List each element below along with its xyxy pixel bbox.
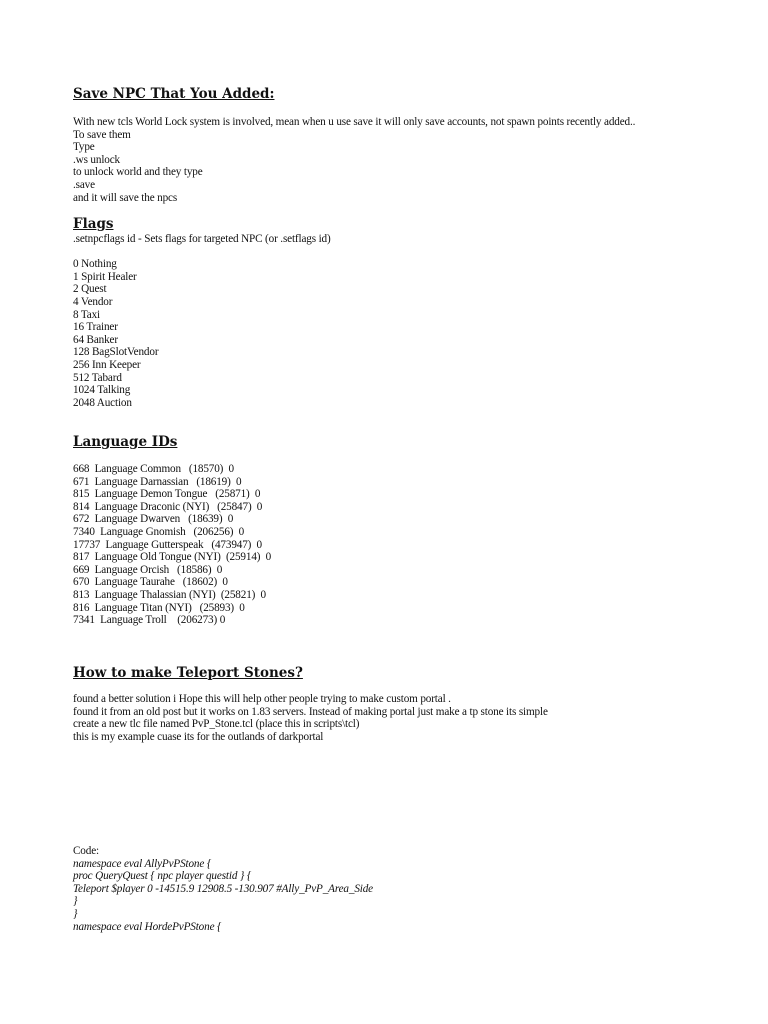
teleport-body xyxy=(73,693,548,743)
text-line: 669 Language Orcish (18586) 0 xyxy=(73,563,223,576)
text-line: 817 Language Old Tongue (NYI) (25914) 0 xyxy=(73,551,272,564)
text-line: 672 Language Dwarven (18639) 0 xyxy=(73,513,234,526)
text-line: 816 Language Titan (NYI) (25893) 0 xyxy=(73,601,245,614)
language-ids-body xyxy=(73,463,271,627)
code-block xyxy=(73,845,373,933)
text-line: 4 Vendor xyxy=(73,295,113,308)
text-line: 2048 Auction xyxy=(73,396,132,409)
text-line: 671 Language Darnassian (18619) 0 xyxy=(73,475,242,488)
language-ids-heading: Language IDs xyxy=(73,434,178,450)
text-line: 64 Banker xyxy=(73,333,118,346)
text-line xyxy=(73,246,331,259)
code-line: } xyxy=(73,907,78,920)
code-label: Code: xyxy=(73,845,99,857)
text-line: found a better solution i Hope this will help other people trying to make custom portal . xyxy=(73,693,451,705)
text-line: 814 Language Draconic (NYI) (25847) 0 xyxy=(73,500,263,513)
text-line: 512 Tabard xyxy=(73,371,122,384)
code-line: Teleport $player 0 -14515.9 12908.5 -130.907 #Ally_PvP_Area_Side xyxy=(73,882,373,895)
text-line: create a new tlc file named PvP_Stone.tcl (place this in scripts\tcl) xyxy=(73,718,360,731)
text-line: to unlock world and they type xyxy=(73,166,203,179)
text-line: 7341 Language Troll (206273) 0 xyxy=(73,614,226,627)
text-line: 813 Language Thalassian (NYI) (25821) 0 xyxy=(73,588,266,601)
save-npc-heading: Save NPC That You Added: xyxy=(73,86,275,102)
text-line: .setnpcflags id - Sets flags for targeted NPC (or .setflags id) xyxy=(73,233,331,245)
text-line: .ws unlock xyxy=(73,153,120,166)
flags-body xyxy=(73,233,331,409)
code-line: } xyxy=(73,895,78,908)
text-line: found it from an old post but it works on 1.83 servers. Instead of making portal just make a tp stone its simple xyxy=(73,705,548,718)
text-line: and it will save the npcs xyxy=(73,191,178,204)
text-line: 1024 Talking xyxy=(73,384,131,397)
text-line: 128 BagSlotVendor xyxy=(73,346,159,359)
flags-heading: Flags xyxy=(73,216,114,232)
code-line: proc QueryQuest { npc player questid } { xyxy=(73,870,252,883)
code-line: namespace eval AllyPvPStone { xyxy=(73,857,212,870)
text-line: 256 Inn Keeper xyxy=(73,358,141,371)
save-npc-body xyxy=(73,116,635,204)
text-line: To save them xyxy=(73,128,131,141)
text-line: 670 Language Taurahe (18602) 0 xyxy=(73,576,228,589)
text-line: 17737 Language Gutterspeak (473947) 0 xyxy=(73,538,262,551)
text-line: With new tcls World Lock system is involved, mean when u use save it will only save accounts, not spawn points recently added.. xyxy=(73,116,636,128)
text-line: 2 Quest xyxy=(73,283,107,296)
text-line: 16 Trainer xyxy=(73,321,118,334)
text-line: 8 Taxi xyxy=(73,308,101,321)
text-line: 1 Spirit Healer xyxy=(73,270,137,283)
text-line: 0 Nothing xyxy=(73,258,117,271)
text-line: 668 Language Common (18570) 0 xyxy=(73,463,234,475)
code-line: namespace eval HordePvPStone { xyxy=(73,920,222,933)
text-line: .save xyxy=(73,178,95,191)
text-line: Type xyxy=(73,141,95,154)
teleport-heading: How to make Teleport Stones? xyxy=(73,665,303,681)
text-line: 7340 Language Gnomish (206256) 0 xyxy=(73,525,245,538)
text-line: 815 Language Demon Tongue (25871) 0 xyxy=(73,488,261,501)
text-line: this is my example cuase its for the outlands of darkportal xyxy=(73,730,324,743)
